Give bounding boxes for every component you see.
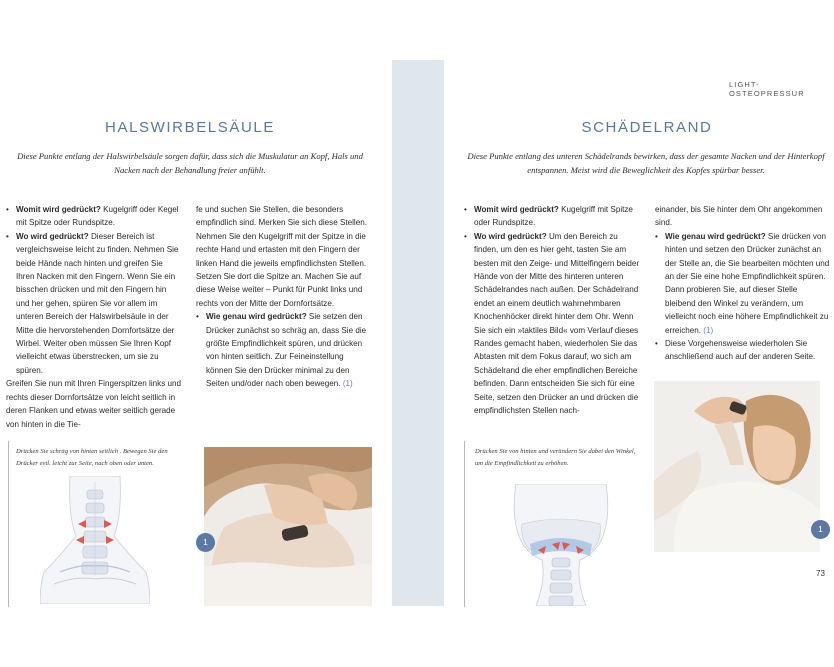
text-column-4 (655, 203, 830, 364)
figure-reference: (1) (703, 325, 714, 335)
neck-anatomy-illustration (40, 476, 150, 604)
page-gutter (392, 60, 444, 606)
bullet-womit (6, 203, 182, 230)
paragraph: einander, bis Sie hinter dem Ohr angekommen sind. (655, 205, 823, 228)
answer-text: Um den Bereich zu finden, um den es hier geht, tasten Sie am besten mit den Zeige- und Mittelfingern beider Hände von der Mitte des hinteren unteren Schädelrandes nach außen. Der Schädelrand endet an einem deutlich wahrnehmbaren Knochenhöcker direkt hinter dem Ohr. Wenn Sie sich ein »taktiles Bild« vom Verlauf dieses Randes gemacht haben, wiederholen Sie das Abtasten mit dem Fokus darauf, wo sich am Schädelrand die eher empfindlichen Bereiche befinden. Dann entscheiden Sie sich für eine Seite, setzen den Drücker an und drücken die empfindlichsten Stellen nach- (474, 231, 640, 416)
figure-badge-left: 1 (196, 533, 215, 552)
question-label: Womit wird gedrückt? (16, 205, 101, 214)
bullet-wie (196, 310, 368, 390)
paragraph: Greifen Sie nun mit Ihren Fingerspitzen links und rechts dieser Dornfortsätze von leicht seitlich in deren Flanken und etwas weiter seitlich gerade von hinten in die Tie- (6, 379, 182, 429)
bullet-womit (464, 203, 642, 230)
intro-text-left: Diese Punkte entlang der Halswirbelsäule sorgen dafür, dass sich die Muskulatur an Kopf, Hals und Nacken nach der Behandlung freier anfühlt. (17, 151, 363, 175)
answer-text: Sie setzen den Drücker zunächst so schräg an, dass Sie die größte Empfindlichkeit spüren, und drücken von hinten seitlich. Zur Feineinstellung können Sie den Drücker minimal zu den Seiten und/oder nach oben bewegen. (206, 312, 367, 389)
photo-skull-base-pressure (654, 381, 820, 552)
figure-reference: (1) (342, 379, 353, 389)
question-label: Womit wird gedrückt? (474, 205, 559, 214)
caption-rule (464, 441, 465, 607)
caption-rule (8, 441, 9, 607)
answer-text: Dieser Bereich ist vergleichsweise leicht zu finden. Nehmen Sie beide Hände nach hinten und greifen Sie Ihren Nacken mit den Fingern. Wenn Sie ein bisschen drücken und mit den Fingern hin und her gehen, spüren Sie vor allem im unteren Bereich der Halswirbelsäule in der Mitte die hervorstehenden Dornfortsätze der Wirbel. Weiter oben müssen Sie Ihren Kopf vielleicht etwas überstrecken, um sie zu spüren. (16, 231, 179, 375)
bullet-wo (464, 230, 642, 418)
question-label: Wie genau wird gedrückt? (665, 231, 766, 241)
bullet-wie (655, 230, 830, 337)
question-label: Wo wird gedrückt? (16, 231, 89, 241)
page-number: 73 (816, 569, 825, 578)
text-column-3 (464, 203, 642, 418)
text-column-2 (196, 203, 368, 391)
answer-text: Sie drücken von hinten und setzen den Drücker zunächst an der Stelle an, die Sie bearbeiten möchten und an der Sie eine hohe Empfindlichkeit spüren. Dann probieren Sie, auf dieser Stelle bleibend den Winkel zu verändern, um vielleicht noch eine höhere Empfindlichkeit zu erreichen. (665, 231, 830, 335)
bullet-repeat: • Diese Vorgehensweise wiederholen Sie anschließend auch auf der anderen Seite. (655, 337, 830, 364)
figure-caption-right: Drücken Sie von hinten und verändern Sie dabei den Winkel, um die Empfindlichkeit zu erhöhen. (475, 448, 636, 467)
answer-text: Kugelgriff oder Kegel mit Spitze oder Rundspitze. (16, 205, 179, 228)
paragraph: Nehmen Sie den Kugelgriff mit der Spitze in die rechte Hand und ertasten mit den Fingern der linken Hand die jeweils empfindlichsten Stellen. Setzen Sie dort die Spitze an. Machen Sie auf diese Weise weiter – Punkt für Punkt links und rechts von der Mitte der Dornfortsätze. (196, 231, 367, 308)
page-title-schaedelrand: SCHÄDELRAND (581, 119, 713, 136)
photo-neck-pressure (204, 447, 372, 606)
answer-text: Kugelgriff mit Spitze oder Rundspitze. (474, 205, 633, 228)
running-head: LIGHT-OSTEOPRESSUR (729, 80, 805, 98)
paragraph: fe und suchen Sie Stellen, die besonders empfindlich sind. Merken Sie sich diese Stellen. (196, 205, 367, 228)
bullet-wo (6, 230, 182, 377)
figure-badge-right: 1 (811, 520, 830, 539)
question-label: Wo wird gedrückt? (474, 231, 547, 241)
intro-text-right: Diese Punkte entlang des unteren Schädelrands bewirken, dass der gesamte Nacken und der Hinterkopf entspannen. Meist wird die Beweglichkeit des Kopfes spürbar besser. (467, 151, 825, 175)
skull-base-illustration (506, 484, 616, 606)
text-column-1 (6, 203, 182, 431)
question-label: Wie genau wird gedrückt? (206, 312, 307, 322)
figure-caption-left: Drücken Sie schräg von hinten seitlich . Bewegen Sie den Drücker evtl. leicht zur Seite, nach oben oder unten. (16, 448, 168, 467)
page-title-halswirbelsaeule: HALSWIRBELSÄULE (105, 119, 275, 136)
